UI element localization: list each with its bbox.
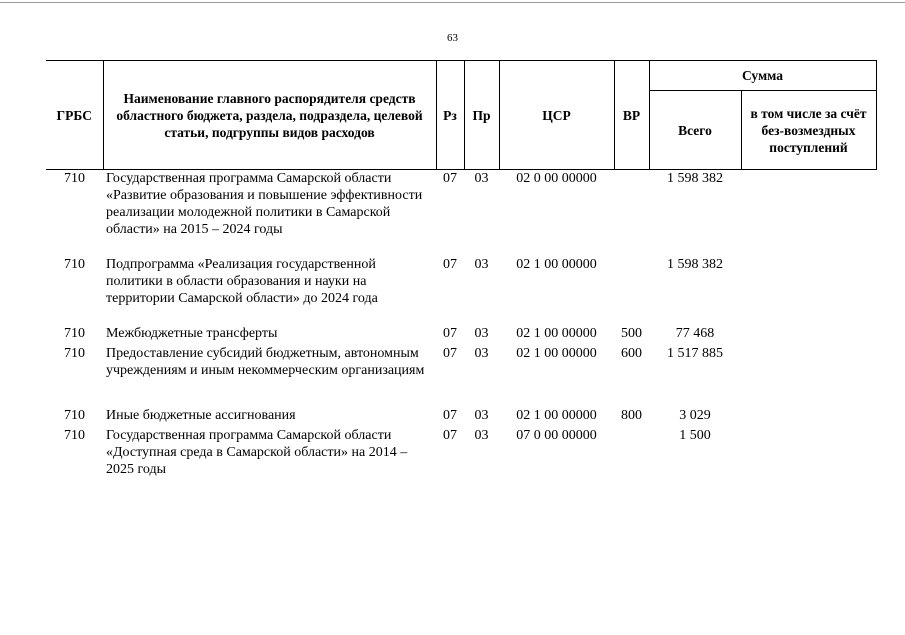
header-sum: Сумма (649, 61, 876, 91)
table-row (46, 325, 876, 345)
cell-pr: 03 (474, 346, 489, 361)
cell-rz: 07 (443, 408, 457, 423)
cell-rz: 07 (443, 428, 457, 443)
cell-name: Подпрограмма «Реализация государственной политики в области образования и науки на территории Самарской области» до 2024 года (106, 257, 378, 306)
cell-incl (741, 325, 876, 345)
cell-csr: 02 1 00 00000 (516, 326, 597, 341)
cell-total: 1 598 382 (667, 257, 723, 272)
cell-grbs: 710 (64, 257, 85, 272)
header-pr: Пр (464, 61, 499, 170)
cell-vr: 600 (621, 346, 642, 361)
cell-vr (614, 256, 649, 325)
cell-rz: 07 (443, 326, 457, 341)
cell-name: Предоставление субсидий бюджетным, автономным учреждениям и иным некоммерческим организациям (106, 346, 425, 378)
cell-incl (741, 170, 876, 257)
cell-incl (741, 407, 876, 427)
cell-rz: 07 (443, 171, 457, 186)
cell-vr (614, 170, 649, 257)
cell-name: Иные бюджетные ассигнования (106, 408, 296, 423)
cell-csr: 02 1 00 00000 (516, 346, 597, 361)
header-rz: Рз (436, 61, 464, 170)
cell-pr: 03 (474, 326, 489, 341)
cell-grbs: 710 (64, 326, 85, 341)
cell-vr: 800 (621, 408, 642, 423)
table-row (46, 427, 876, 481)
cell-pr: 03 (474, 408, 489, 423)
cell-incl (741, 427, 876, 481)
table-row (46, 170, 876, 257)
cell-total: 1 517 885 (667, 346, 723, 361)
cell-grbs: 710 (64, 346, 85, 361)
cell-vr (614, 427, 649, 481)
cell-incl (741, 256, 876, 325)
page-number: 63 (447, 32, 458, 44)
cell-grbs: 710 (64, 408, 85, 423)
table-row (46, 345, 876, 407)
cell-pr: 03 (474, 171, 489, 186)
header-name: Наименование главного распорядителя средств областного бюджета, раздела, подраздела, целевой статьи, подгруппы видов расходов (103, 61, 436, 170)
cell-grbs: 710 (64, 171, 85, 186)
cell-total: 77 468 (675, 326, 715, 341)
cell-rz: 07 (443, 346, 457, 361)
header-incl: в том числе за счёт без-возмездных поступлений (741, 91, 876, 170)
cell-csr: 02 1 00 00000 (516, 257, 597, 272)
header-vr: ВР (614, 61, 649, 170)
table-row (46, 407, 876, 427)
cell-total: 1 598 382 (667, 171, 723, 186)
cell-rz: 07 (443, 257, 457, 272)
cell-csr: 02 1 00 00000 (516, 408, 597, 423)
cell-name: Государственная программа Самарской области «Развитие образования и повышение эффективности реализации молодежной политики в Самарской области» на 2015 – 2024 годы (106, 171, 423, 237)
cell-pr: 03 (474, 428, 489, 443)
header-csr: ЦСР (499, 61, 614, 170)
cell-total: 3 029 (679, 408, 711, 423)
cell-total: 1 500 (679, 428, 711, 443)
cell-name: Государственная программа Самарской области «Доступная среда в Самарской области» на 2014 – 2025 годы (106, 428, 408, 477)
table-row (46, 256, 876, 325)
cell-csr: 02 0 00 00000 (516, 171, 597, 186)
budget-table (46, 60, 877, 481)
cell-vr: 500 (621, 326, 642, 341)
cell-pr: 03 (474, 257, 489, 272)
cell-name: Межбюджетные трансферты (106, 326, 278, 341)
header-total: Всего (649, 91, 741, 170)
cell-grbs: 710 (64, 428, 85, 443)
cell-incl (741, 345, 876, 407)
header-grbs: ГРБС (46, 61, 103, 170)
scan-edge-line (0, 2, 905, 3)
cell-csr: 07 0 00 00000 (516, 428, 597, 443)
